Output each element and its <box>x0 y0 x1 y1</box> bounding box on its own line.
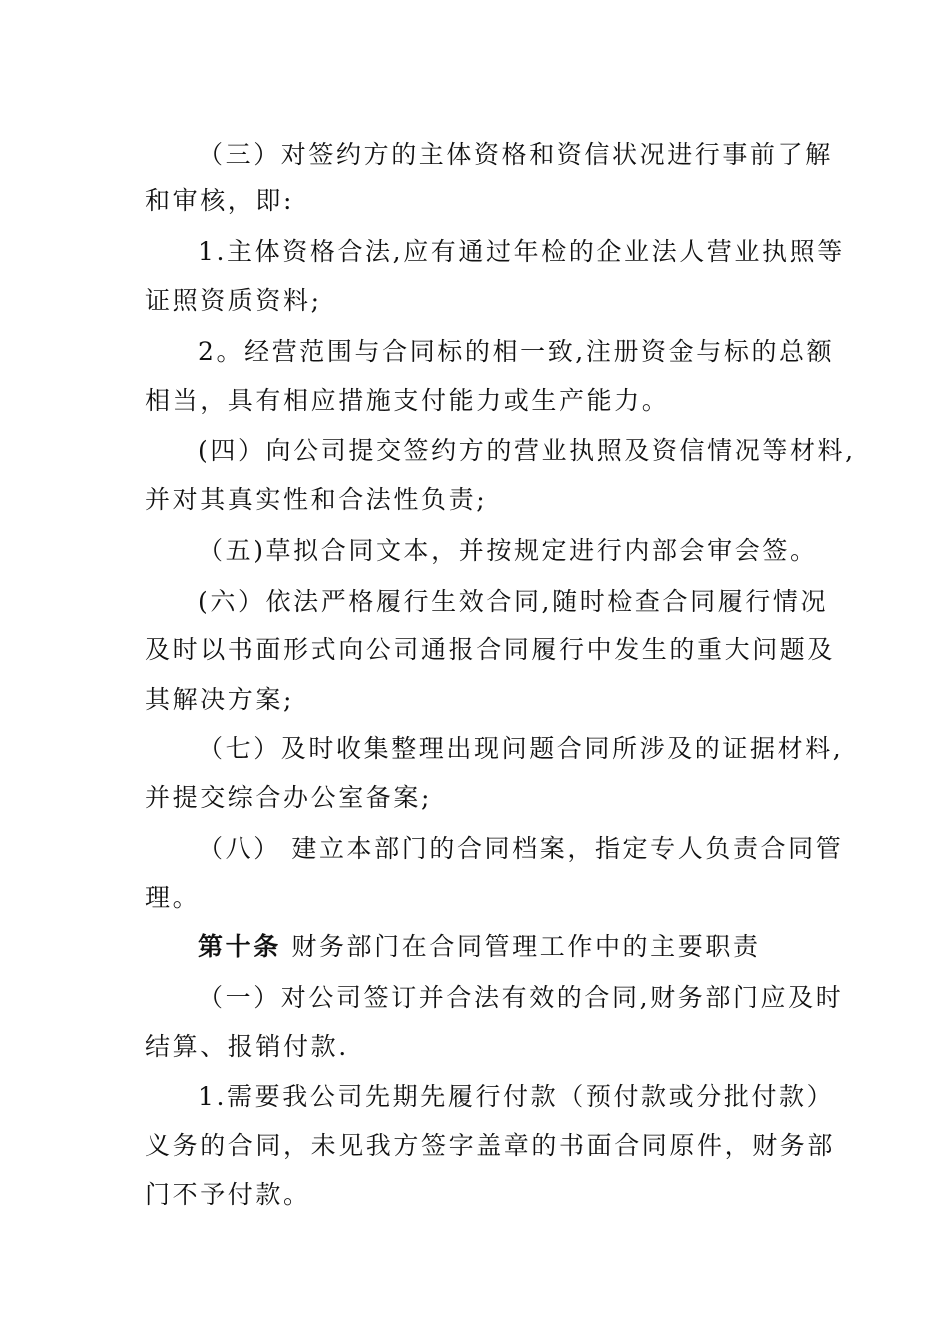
paragraph-3-line-2: 和审核，即: <box>145 186 295 215</box>
article-10-1-1-line-3: 门不予付款。 <box>145 1180 311 1209</box>
paragraph-3-line-1: （三）对签约方的主体资格和资信状况进行事前了解 <box>198 140 833 169</box>
article-10-heading <box>198 932 815 962</box>
paragraph-8-line-1: （八） 建立本部门的合同档案，指定专人负责合同管 <box>198 834 844 863</box>
paragraph-6-line-1: (六）依法严格履行生效合同,随时检查合同履行情况 <box>198 587 829 616</box>
paragraph-6-line-2: 及时以书面形式向公司通报合同履行中发生的重大问题及 <box>145 635 836 664</box>
article-10-title: 财务部门在合同管理工作中的主要职责 <box>280 932 761 961</box>
paragraph-4-line-2: 并对其真实性和合法性负责; <box>145 485 488 514</box>
paragraph-7-line-1: （七）及时收集整理出现问题合同所涉及的证据材料, <box>198 734 844 763</box>
paragraph-3-1-line-1: 1.主体资格合法,应有通过年检的企业法人营业执照等 <box>198 237 845 266</box>
paragraph-7-line-2: 并提交综合办公室备案; <box>145 783 433 812</box>
article-10-1-line-1: （一）对公司签订并合法有效的合同,财务部门应及时 <box>198 983 844 1012</box>
paragraph-6-line-3: 其解决方案; <box>145 685 295 714</box>
paragraph-8-line-2: 理。 <box>145 883 201 912</box>
article-10-1-1-line-2: 义务的合同，未见我方签字盖章的书面合同原件，财务部 <box>145 1131 836 1160</box>
paragraph-3-2-line-1: 2。经营范围与合同标的相一致,注册资金与标的总额 <box>198 337 835 366</box>
article-10-1-line-2: 结算、报销付款. <box>145 1032 349 1061</box>
paragraph-3-2-line-2: 相当，具有相应措施支付能力或生产能力。 <box>145 386 670 415</box>
paragraph-3-1-line-2: 证照资质资料; <box>145 286 322 315</box>
article-10-number: 第十条 <box>198 932 281 961</box>
article-10-1-1-line-1: 1.需要我公司先期先履行付款（预付款或分批付款） <box>198 1082 835 1111</box>
paragraph-5-line-1: （五)草拟合同文本，并按规定进行内部会审会签。 <box>198 536 818 565</box>
paragraph-4-line-1: (四）向公司提交签约方的营业执照及资信情况等材料, <box>198 436 856 465</box>
